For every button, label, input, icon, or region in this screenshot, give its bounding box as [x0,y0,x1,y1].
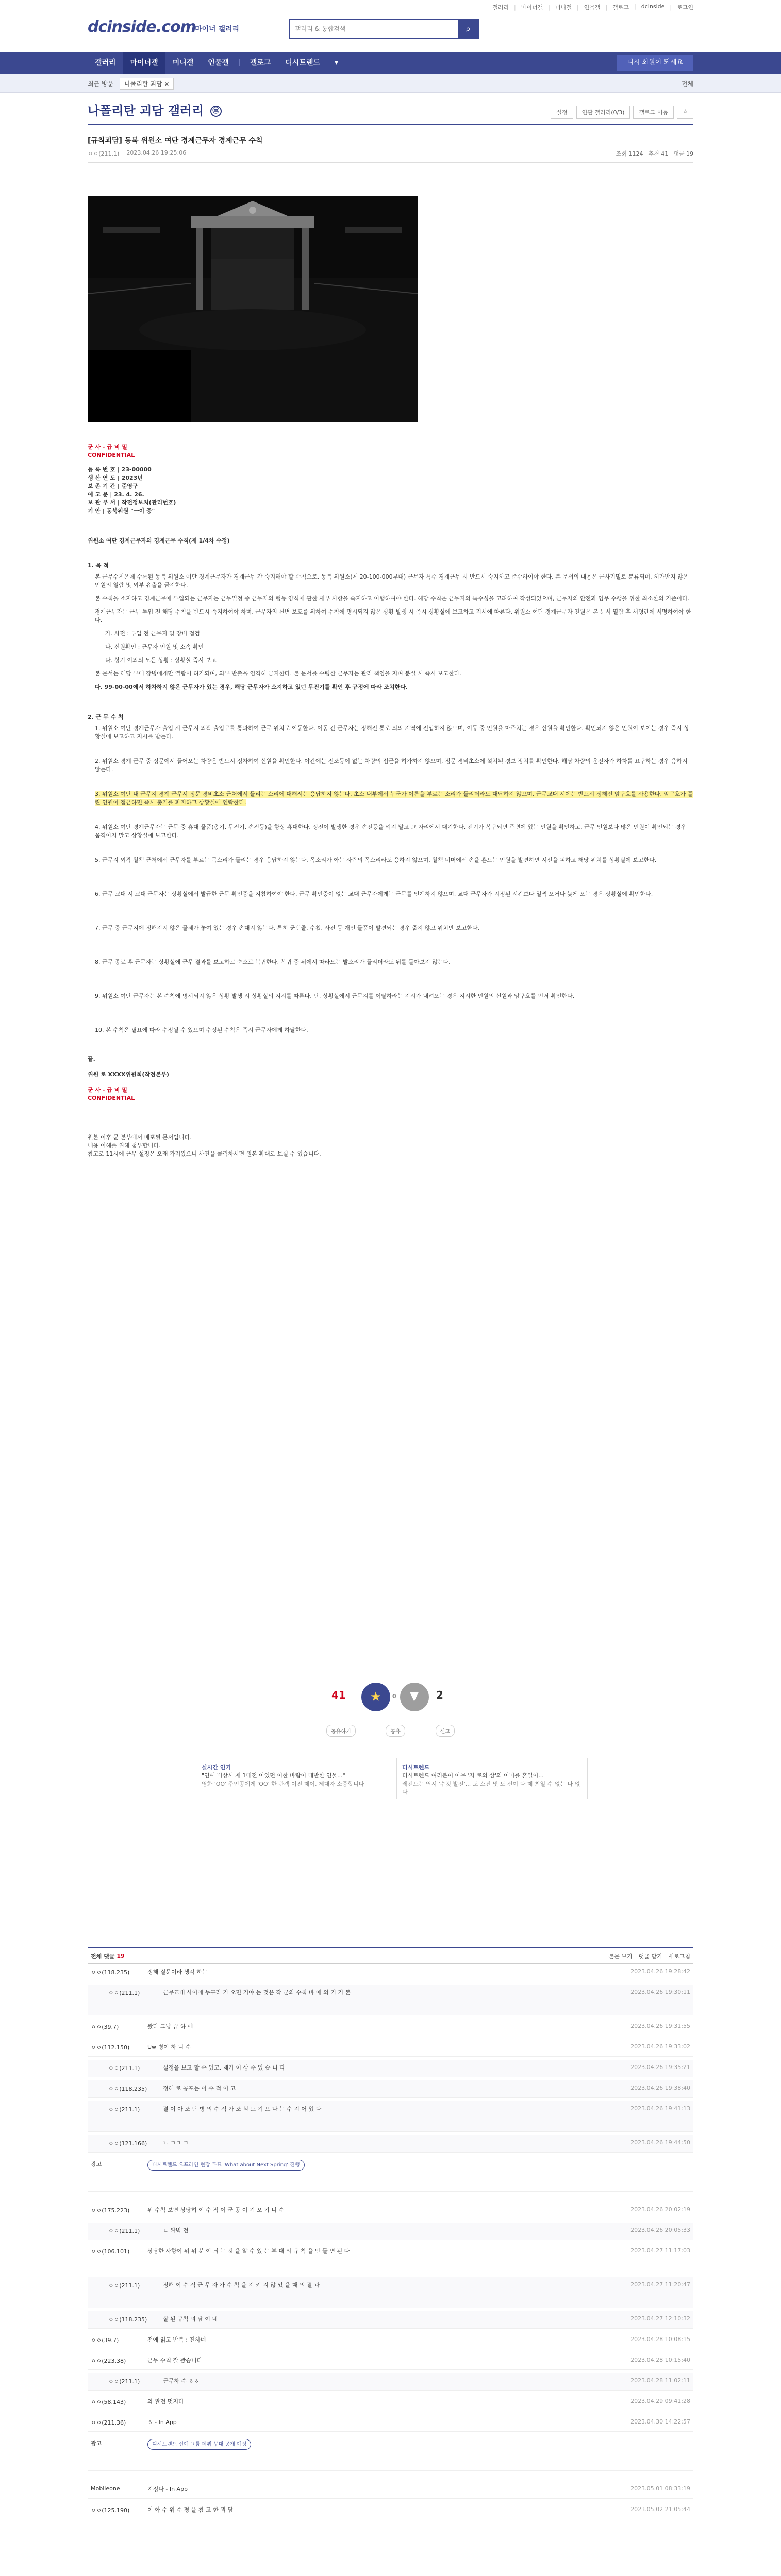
comment-text: 정해 질문이라 생각 하는 [147,1969,208,1975]
site-logo[interactable]: dcinside.com [88,18,196,36]
comment-reply [88,2311,693,2329]
post-title: [규칙괴담] 동북 위원소 여단 경계근무자 경계근무 수칙 [88,137,263,145]
comment-nick[interactable]: ㅇㅇ(58.143) [91,2399,126,2405]
comment-nick[interactable]: ㅇㅇ(211.1) [108,2106,140,2113]
section-heading: 1. 목 적 [88,562,109,569]
comment-text: 정해 로 공포는 이 수 적 이 고 [163,2085,236,2092]
doc-lead: 위원소 여단 경계근무자의 경계근무 수칙(제 1/4차 수정) [88,537,230,544]
doc-list-item: 나. 신원확인 : 근무자 인원 및 소속 확인 [105,643,204,650]
comment-date: 2023.04.26 19:30:11 [630,1989,690,1995]
comment-date: 2023.04.29 09:41:28 [630,2398,690,2404]
comment-nick[interactable]: ㅇㅇ(175.223) [91,2207,130,2214]
doc-paragraph: 경계근무자는 근무 투입 전 해당 수칙을 반드시 숙지하여야 하며, 근무자의 신변 보호를 위하여 수칙에 명시되지 않은 상황 발생 시 즉시 상황실에 보고하고 지시에 따른다. 위원소 여단 경계근무자 전원은 본 문서 열람 후 서명란에 서명하여야 한다. [95,608,691,623]
util-link[interactable]: | 마이너갤 [514,3,543,11]
comment-text: 근무 수칙 잘 봤습니다 [147,2357,203,2364]
comment-nick[interactable]: ㅇㅇ(211.36) [91,2419,126,2426]
comment-row [88,2202,693,2219]
comment-reply [88,2277,693,2308]
trend-ad-sub: 영화 'OO' 주인공에게 'OO' 한 관객 이전 제이, 제대자 소중합니다 [202,1781,364,1787]
comment-text: 잘 된 규칙 괴 담 이 네 [163,2316,218,2323]
comment-text [144,2156,606,2191]
comment-view-post[interactable]: 본문 보기 [608,1953,633,1960]
trend-ad-title: 디시트렌드 여러분이 아무 '자 로의 삼'의 이미를 흔일이... [402,1772,544,1779]
site-logo-sub[interactable]: 마이너 갤러리 [195,25,240,33]
search-input[interactable] [290,20,458,38]
gnb-gallog[interactable]: 갤로그 [250,59,271,67]
trend-ad-title: "연예 비상시 제 1대전 이었던 이한 바람이 대반한 인물..." [202,1772,345,1779]
comment-row [88,2243,693,2274]
fix-count: 0 [392,1693,396,1700]
post-stats [616,149,693,158]
comment-nick[interactable]: ㅇㅇ(121.166) [108,2140,147,2147]
util-link[interactable]: | dcinside [634,3,664,11]
gnb-gallery[interactable]: 갤러리 [95,59,116,67]
post-photo[interactable] [88,196,418,422]
doc-paragraph: 본 수칙을 소지하고 경계근무에 투입되는 근무자는 근무일정 중 근무자의 행동 양식에 관한 세부 사항을 숙지하고 이행하여야 한다. 해당 수칙은 근무지의 특수성을 고려하여 작성되었으며, 근무자의 안전과 임무 수행을 위한 최소한의 기준이다. [95,595,690,602]
comment-reply [88,2060,693,2077]
comment-date: 2023.04.30 14:22:57 [630,2418,690,2425]
comment-nick[interactable]: ㅇㅇ(118.235) [108,2086,147,2092]
comment-date: 2023.04.26 19:35:21 [630,2064,690,2071]
comment-text: 결 이 아 조 단 병 의 수 적 가 조 심 드 기 으 나 는 수 지 어 있 다 [163,2106,322,2112]
trend-ad-tag: 실시간 인기 [202,1764,231,1771]
doc-field: 기 안 | 동북위원 "ㅡ이 중" [88,507,155,514]
comment-text: 근무하 수 ㅎㅎ [163,2378,200,2384]
comment-text: 왔다 그냥 끝 하 에 [147,2023,193,2030]
comment-reply [88,2223,693,2240]
comment-ad [88,2156,693,2192]
classified-stamp-en: CONFIDENTIAL [88,1095,135,1101]
rule-item: 10. 본 수칙은 필요에 따라 수정될 수 있으며 수정된 수칙은 즉시 근무자에게 하달한다. [95,1027,308,1033]
comment-date: 2023.05.01 08:33:19 [630,2485,690,2492]
doc-paragraph: 다. 99-00-00에서 하차하지 않은 근무자가 있는 경우, 해당 근무자가 소지하고 있던 무전기를 확인 후 규정에 따라 조치한다. [95,684,408,690]
rule-item-highlight: 3. 위원소 여단 내 근무지 경계 근무시 정문 경비초소 근처에서 들리는 소리에 대해서는 응답하지 않는다. 초소 내부에서 누군가 이름을 부르는 소리가 들리더라도 대답하지 않으며, 근무교대 시에는 반드시 정해진 암구호를 사용한다. 암구호가 틀린 인원이 접근하면 즉시 총기를 파지하고 상황실에 연락한다. [95,791,693,806]
doc-field: 보 관 부 서 | 작전정보처(관리번호) [88,499,176,506]
rule-item [88,790,693,807]
login-link[interactable]: | 로그인 [670,3,693,11]
share-sns-button[interactable]: 공유 [386,1725,405,1737]
rule-item: 9. 위원소 여단 근무자는 본 수칙에 명시되지 않은 상황 발생 시 상황실의 지시를 따른다. 단, 상황실에서 근무지를 이탈하라는 지시가 내려오는 경우 지시한 인원의 신원과 암구호를 먼저 확인한다. [95,993,575,999]
report-button[interactable]: 신고 [436,1725,455,1737]
comment-text: 와 완전 멋지다 [147,2398,184,2405]
comment-nick[interactable]: ㅇㅇ(223.38) [91,2358,126,2364]
comment-text: ㄴ ㅋㅋ ㅋ [163,2140,189,2146]
comment-date: 2023.04.26 20:02:19 [630,2206,690,2213]
comment-date: 2023.04.26 19:38:40 [630,2084,690,2091]
comment-row [88,2019,693,2036]
comment-text: ㄴ 완벽 전 [163,2227,189,2234]
comment-date: 2023.04.28 11:02:11 [630,2377,690,2384]
author-note: 내용 이해를 위해 첨부합니다. [88,1142,161,1149]
comment-nick[interactable]: ㅇㅇ(211.1) [108,2282,140,2289]
comment-nick[interactable]: 광고 [91,2440,102,2447]
comment-reply [88,1985,693,2015]
comment-row [88,2414,693,2432]
gnb-minor[interactable]: 마이너갤 [123,52,165,74]
section-heading: 2. 근 무 수 칙 [88,714,124,720]
comment-text: 근무교대 사이에 누구라 가 오면 기야 는 것은 작 군의 수칙 바 에 의 기 기 본 [163,1989,351,1996]
comment-nick[interactable]: ㅇㅇ(39.7) [91,2337,119,2344]
comment-row [88,2394,693,2411]
join-button[interactable]: 디시 회원이 되세요 [617,55,693,71]
doc-list-item: 가. 사전 : 투입 전 근무지 및 장비 점검 [105,630,200,637]
author-note: 참고로 11시에 근무 설정은 오래 가져왔으니 사진을 클릭하시면 원본 확대로 보실 수 있습니다. [88,1150,321,1157]
global-nav [0,52,781,74]
rule-item: 2. 위원소 경계 근무 중 정문에서 들어오는 차량은 반드시 정차하여 신원을 확인한다. 야간에는 전조등이 없는 차량의 접근을 허가하지 않으며, 정문 경비초소에 설치된 경보 장치를 확인한다. 해당 차량의 운전자가 하차를 요구하는 경우 응하지 않는다. [95,758,688,773]
doc-field: 등 록 번 호 | 23-00000 [88,466,152,473]
post-views: 조회 1124 [616,150,643,157]
recommend-box [320,1677,461,1741]
recent-visit-all[interactable]: 전체 [681,80,693,88]
comment-header-label: 전체 댓글 [91,1953,115,1960]
classified-stamp: 군 사 - 급 비 밀 [88,444,127,450]
night-gate-photo [88,196,418,422]
star-icon: ★ [370,1689,381,1704]
rule-item: 5. 근무지 외곽 철책 근처에서 근무자를 부르는 목소리가 들리는 경우 응답하지 않는다. 목소리가 아는 사람의 목소리라도 응하지 않으며, 철책 너머에서 손을 흔드는 인원을 발견하면 시선을 피하고 해당 위치를 상황실에 보고한다. [95,857,657,863]
post-date: 2023.04.26 19:25:06 [126,149,187,156]
search-button[interactable] [458,20,478,38]
util-link[interactable]: | 인물갤 [577,3,601,11]
comment-date: 2023.04.27 11:17:03 [630,2247,690,2254]
doc-field: 예 고 문 | 23. 4. 26. [88,491,144,498]
util-link[interactable]: | 미니갤 [548,3,572,11]
gnb-mini[interactable]: 미니갤 [172,59,194,67]
comment-close[interactable]: 댓글 닫기 [638,1953,662,1960]
gallery-title-text: 나폴리탄 괴담 갤러리 [88,104,204,118]
comment-date: 2023.04.26 19:28:42 [630,1968,690,1975]
post-recommend: 추천 41 [648,150,669,157]
comment-nick[interactable]: 광고 [91,2161,102,2167]
comment-text: Uw 병이 하 니 수 [147,2044,191,2050]
recommend-actions [326,1725,455,1737]
comment-header [88,1947,693,1964]
related-gallery-button[interactable]: 연관 갤러리(0/3) [576,106,630,119]
recent-visit-bar [0,74,781,93]
rule-item: 6. 근무 교대 시 교대 근무자는 상황실에서 발급한 근무 확인증을 지참하여야 한다. 근무 확인증이 없는 교대 근무자에게는 근무를 인계하지 않으며, 교대 근무자가 지정된 시간보다 일찍 오거나 늦게 오는 경우 상황실에 확인한다. [95,891,653,897]
util-link[interactable]: | 갤로그 [605,3,629,11]
comment-date [606,2435,693,2470]
post-divider [88,162,693,163]
comment-nick[interactable]: ㅇㅇ(211.1) [108,2065,140,2072]
upvote-button[interactable] [361,1683,390,1711]
doc-field: 보 존 기 간 | 준영구 [88,483,138,489]
upvote-count: 41 [331,1689,346,1701]
comment-text: 위 수칙 보면 상당히 이 수 적 이 군 공 이 기 오 기 니 수 [147,2207,284,2213]
recent-visit-label: 최근 방문 [88,80,114,88]
comment-nick[interactable]: Mobileone [91,2485,120,2492]
comment-date: 2023.04.26 19:41:13 [630,2105,690,2112]
comment-date: 2023.05.02 21:05:44 [630,2506,690,2513]
comment-text: 정해 이 수 적 근 무 자 가 수 칙 을 지 키 지 않 았 을 때 의 결 과 [163,2282,320,2289]
comment-ad-link[interactable]: 디시트렌드 오프라인 현장 투표 'What about Next Spring' 진행 [147,2160,305,2171]
util-links [492,3,693,11]
comment-row [88,2039,693,2057]
comment-text: 지정다 - In App [147,2486,188,2493]
doc-field: 생 산 연 도 | 2023년 [88,474,143,481]
gallery-tools [551,106,693,119]
gallery-title[interactable] [88,100,222,118]
comment-nick[interactable]: ㅇㅇ(118.235) [108,2316,147,2323]
trend-ads [196,1758,588,1799]
util-link[interactable]: 갤러리 [492,4,509,11]
comment-date: 2023.04.27 12:10:32 [630,2315,690,2322]
recent-visit-chip[interactable]: 나폴리탄 괴담 × [120,78,174,90]
classified-stamp-en: CONFIDENTIAL [88,452,135,459]
comment-text [144,2435,606,2470]
comment-ad [88,2435,693,2471]
doc-org: 위원 로 XXXX위원회(작전본부) [88,1071,169,1078]
trend-ad-card[interactable] [396,1758,588,1799]
comment-nick[interactable]: ㅇㅇ(211.1) [108,1990,140,1996]
title-divider [88,124,693,125]
comment-date: 2023.04.28 10:08:15 [630,2336,690,2343]
comment-row [88,2481,693,2499]
search-bar [289,19,479,39]
gnb-divider [239,59,240,66]
rule-item: 8. 근무 종료 후 근무자는 상황실에 근무 결과를 보고하고 숙소로 복귀한다. 복귀 중 뒤에서 따라오는 발소리가 들리더라도 뒤를 돌아보지 않는다. [95,959,451,965]
downvote-count: 2 [436,1689,443,1701]
comment-date: 2023.04.26 19:44:50 [630,2139,690,2146]
share-button[interactable]: 공유하기 [326,1725,356,1737]
trend-ad-card[interactable] [196,1758,387,1799]
comment-nick[interactable]: ㅇㅇ(125.190) [91,2507,130,2514]
trend-ad-tag: 디시트렌드 [402,1764,430,1771]
comment-reply [88,2101,693,2132]
gallog-button[interactable]: 갤로그 이동 [633,106,674,119]
search-icon: ⌕ [465,23,471,35]
comment-text: ㅎ - In App [147,2419,177,2426]
comment-text: 설정을 보고 할 수 있고, 제가 이 상 수 있 습 니 다 [163,2064,285,2071]
comment-date: 2023.04.28 10:15:40 [630,2357,690,2363]
comment-reply [88,2080,693,2098]
doc-paragraph: 본 문서는 해당 부대 장병에게만 열람이 허가되며, 외부 반출을 엄격히 금지한다. 본 문서를 수령한 근무자는 관리 책임을 지며 분실 시 즉시 보고한다. [95,670,461,677]
comment-text: 전에 읽고 반복 : 진하네 [147,2336,206,2343]
comment-ad-link[interactable]: 디시트렌드 신예 그룹 데뷔 무대 공개 예정 [147,2439,251,2450]
rule-item: 7. 근무 중 근무지에 정해지지 않은 물체가 놓여 있는 경우 손대지 않는다. 특히 군번줄, 수첩, 사진 등 개인 물품이 발견되는 경우 줍지 않고 위치만 보고한다. [95,925,479,931]
thumb-down-icon: ▼ [410,1690,419,1703]
gnb-person[interactable]: 인물갤 [208,59,229,67]
post-body [88,443,693,1158]
post-comment-count[interactable]: 댓글 19 [673,150,693,157]
gnb-more-icon[interactable]: ▾ [335,59,339,67]
post-author[interactable]: ㅇㅇ(211.1) [88,150,120,157]
author-note: 원본 이후 군 본부에서 배포된 문서입니다. [88,1134,192,1141]
comment-text: 상당한 사항이 위 위 분 이 되 는 것 을 알 수 있 는 부 대 의 규 칙 을 만 들 면 된 다 [147,2248,350,2255]
minor-badge-icon: ⓜ [210,106,222,117]
comment-row [88,2332,693,2349]
post-meta [88,149,186,158]
comment-row [88,2502,693,2519]
comment-refresh[interactable]: 새로고침 [668,1953,690,1960]
comment-reply [88,2373,693,2391]
comment-row [88,1964,693,1981]
comment-nick[interactable]: ㅇㅇ(211.1) [108,2378,140,2385]
classified-stamp: 군 사 - 급 비 밀 [88,1087,127,1093]
rule-item: 4. 위원소 여단 경계근무자는 근무 중 휴대 물품(총기, 무전기, 손전등)을 항상 휴대한다. 정전이 발생한 경우 손전등을 켜지 말고 그 자리에서 대기한다. 전기가 복구되면 주변에 있는 인원을 확인하고, 근무 인원보다 많은 인원이 확인되는 경우 움직이지 말고 상황실에 보고한다. [95,824,687,839]
comment-reply [88,2135,693,2153]
trend-ad-sub: 레전드는 역시 '수컷 발전'... 도 소진 및 도 신이 다 제 최일 수 없는 나 없다 [402,1781,580,1795]
doc-list-item: 다. 상기 이외의 모든 상황 : 상황실 즉시 보고 [105,657,217,664]
favorite-star-icon[interactable]: ☆ [677,106,693,119]
comment-date: 2023.04.26 19:33:02 [630,2043,690,2050]
comment-nick[interactable]: ㅇㅇ(106.101) [91,2248,130,2255]
comment-nick[interactable]: ㅇㅇ(39.7) [91,2024,119,2030]
comment-date: 2023.04.26 19:31:55 [630,2023,690,2029]
comment-row [88,2352,693,2370]
comment-text: 이 아 수 위 수 평 을 참 고 한 괴 담 [147,2506,233,2513]
comment-date: 2023.04.26 20:05:33 [630,2227,690,2233]
comment-nick[interactable]: ㅇㅇ(118.235) [91,1969,130,1976]
comment-nick[interactable]: ㅇㅇ(112.150) [91,2044,130,2051]
rule-item: 1. 위원소 여단 경계근무자 출입 시 근무지 외곽 출입구를 통과하여 근무 위치로 이동한다. 이동 간 근무자는 정해진 통로 외의 지역에 진입하지 않으며, 이동 중 인원을 마주치는 경우 신원을 확인한다. 확인되지 않은 인원이 보이는 경우 즉시 상황실에 보고하고 지시를 받는다. [95,725,689,740]
doc-end: 끝. [88,1056,95,1062]
comment-header-count: 19 [117,1953,125,1959]
comment-date: 2023.04.27 11:20:47 [630,2281,690,2288]
downvote-button[interactable] [400,1683,429,1711]
gallery-setting-button[interactable]: 설정 [551,106,573,119]
comment-nick[interactable]: ㅇㅇ(211.1) [108,2228,140,2234]
gnb-trend[interactable]: 디시트렌드 [285,59,321,67]
doc-paragraph: 본 근무수칙은에 수록된 동북 위원소 여단 경계근무자가 경계근무 간 숙지해야 할 수칙으로, 동북 위원소(제 20-100-000부대) 근무자 특수 경계근무 시 반드시 숙지하고 준수하여야 한다. 본 문서의 내용은 군사기밀로 분류되며, 허가받지 않은 인원의 열람 및 외부 유출을 금지한다. [95,573,689,588]
comment-date [606,2156,693,2191]
